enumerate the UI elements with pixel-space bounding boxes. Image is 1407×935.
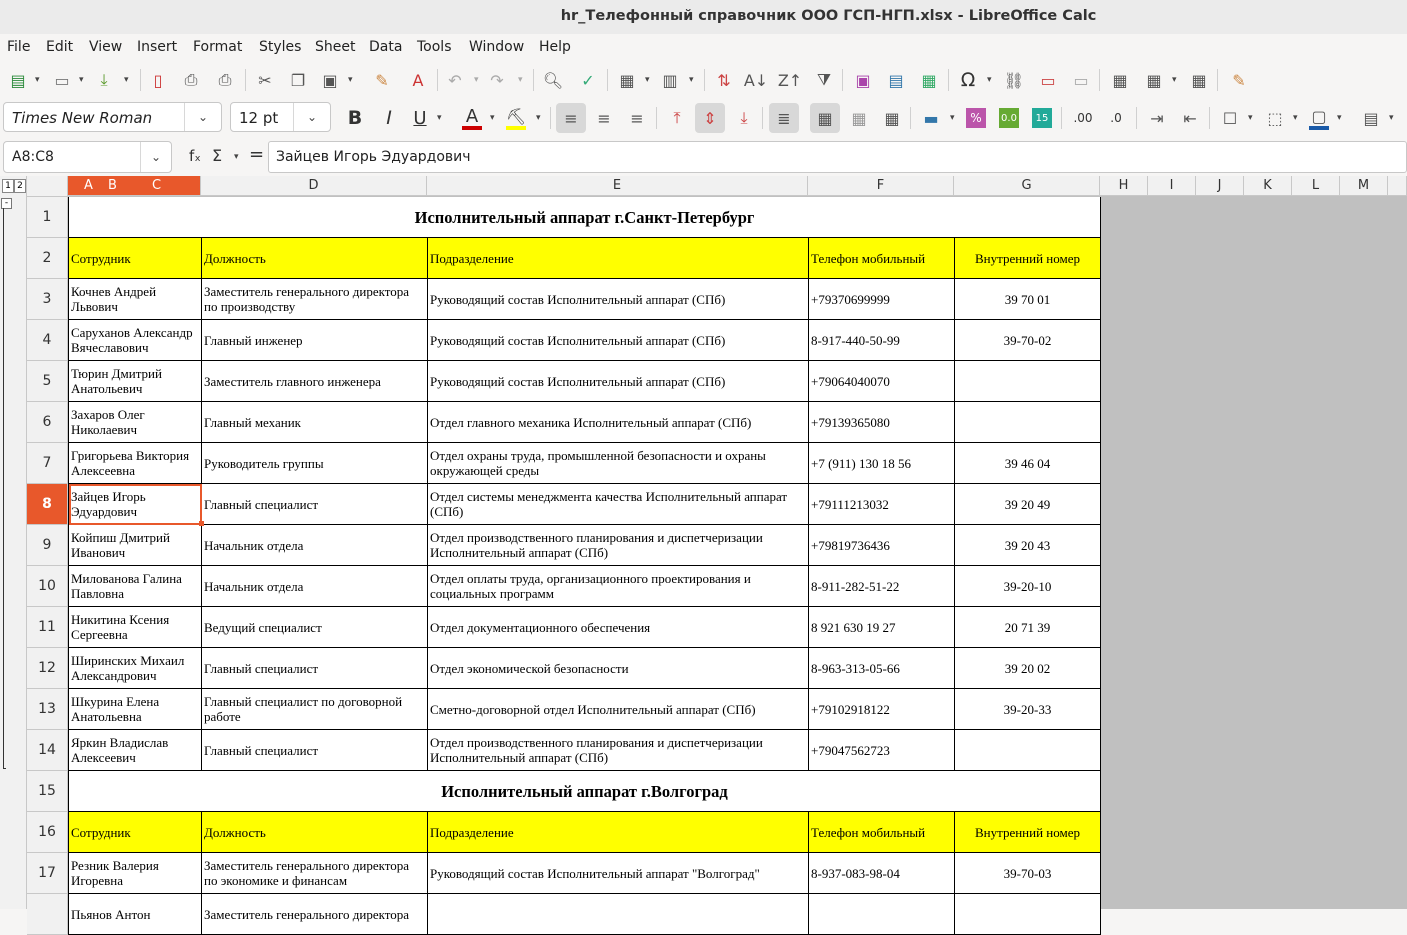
menu-view[interactable]: View — [89, 39, 123, 55]
cell-mobile[interactable]: +79047562723 — [809, 730, 955, 771]
menu-tools[interactable]: Tools — [417, 39, 452, 55]
sort-descending-icon[interactable]: Z↑ — [777, 70, 803, 90]
cell-internal[interactable] — [955, 402, 1101, 443]
cell-mobile[interactable]: 8 921 630 19 27 — [809, 607, 955, 648]
center-vertically-icon[interactable]: ⇕ — [695, 103, 725, 133]
print-icon[interactable]: ⎙ — [184, 70, 198, 89]
find-replace-icon[interactable]: 🔍︎ — [542, 70, 564, 90]
row-header[interactable]: 15 — [27, 771, 68, 812]
section-title[interactable]: Исполнительный аппарат г.Волгоград — [69, 771, 1101, 812]
number-format-icon[interactable]: 0.0 — [999, 108, 1019, 128]
column-header-e[interactable]: E — [427, 176, 808, 196]
cell-position[interactable]: Начальник отдела — [202, 525, 428, 566]
row-header[interactable]: 10 — [27, 566, 68, 607]
cell-name[interactable]: Милованова Галина Павловна — [69, 566, 202, 607]
align-left-icon[interactable]: ≡ — [556, 103, 586, 133]
cell-mobile[interactable]: +79102918122 — [809, 689, 955, 730]
cell-department[interactable]: Отдел производственного планирования и диспетчеризации Исполнительный аппарат (СПб) — [428, 730, 809, 771]
cell-position[interactable]: Начальник отдела — [202, 566, 428, 607]
name-box[interactable] — [3, 141, 172, 173]
active-cell[interactable]: Зайцев Игорь Эдуардович — [69, 484, 202, 525]
cell-internal[interactable]: 39-70-03 — [955, 853, 1101, 894]
wrap-text-icon[interactable]: ≣ — [769, 103, 799, 133]
name-box-value: A8:C8 — [12, 149, 54, 165]
comment-icon[interactable]: ▭ — [1040, 70, 1056, 90]
cell-position[interactable]: Главный специалист — [202, 648, 428, 689]
cell-internal[interactable] — [955, 361, 1101, 402]
cell-mobile[interactable]: 8-917-440-50-99 — [809, 320, 955, 361]
menu-edit[interactable]: Edit — [46, 39, 74, 55]
column-label-name[interactable]: Сотрудник — [69, 812, 202, 853]
cell-mobile[interactable]: +79064040070 — [809, 361, 955, 402]
cell-internal[interactable]: 39 70 01 — [955, 279, 1101, 320]
draw-functions-icon[interactable]: ✎ — [1232, 70, 1246, 90]
cell-name[interactable]: Саруханов Александр Вячеславович — [69, 320, 202, 361]
font-size-value: 12 pt — [239, 109, 279, 127]
cell-name[interactable]: Григорьева Виктория Алексеевна — [69, 443, 202, 484]
cell-department[interactable]: Отдел документационного обеспечения — [428, 607, 809, 648]
undo-icon[interactable]: ↶ — [448, 70, 462, 90]
row-header[interactable]: 12 — [27, 648, 68, 689]
font-name-box[interactable] — [3, 102, 222, 132]
unmerge-cells-icon[interactable]: ▦ — [884, 108, 900, 128]
row-header[interactable]: 17 — [27, 853, 68, 894]
italic-icon[interactable]: I — [386, 107, 392, 129]
menu-insert[interactable]: Insert — [137, 39, 178, 55]
font-name-value: Times New Roman — [12, 109, 153, 127]
cell-department[interactable]: Руководящий состав Исполнительный аппарат (СПб) — [428, 361, 809, 402]
font-color-icon[interactable]: A — [462, 106, 482, 130]
outline-bar — [0, 176, 27, 909]
cell-internal[interactable]: 39-20-33 — [955, 689, 1101, 730]
cell-name[interactable]: Резник Валерия Игоревна — [69, 853, 202, 894]
conditional-format-icon[interactable]: ▤ — [1363, 108, 1379, 128]
formatting-toolbar: Times New Roman ⌄ 12 pt ⌄ B I U ▾ A ▾ ⛏ ▾ ≡ ≡ ≡ ⤒ ⇕ ⤓ ≣ ▦ ▦ ▦ ▬ ▾ % 0.0 15 .00 .0 ⇥ ⇤ ☐ ▾ ⬚ ▾ ▢ ▾ ▤ ▾ — [0, 98, 1407, 138]
cell-name[interactable]: Никитина Ксения Сергеевна — [69, 607, 202, 648]
column-label-mobile[interactable]: Телефон мобильный — [809, 238, 955, 279]
column-label-department[interactable]: Подразделение — [428, 812, 809, 853]
cell-department[interactable]: Отдел оплаты труда, организационного проектирования и социальных программ — [428, 566, 809, 607]
add-decimal-icon[interactable]: .00 — [1073, 111, 1093, 125]
section-title[interactable]: Исполнительный аппарат г.Санкт-Петербург — [69, 197, 1101, 238]
cell-internal[interactable] — [955, 730, 1101, 771]
formula-input[interactable] — [268, 141, 1407, 173]
row-header[interactable]: 6 — [27, 402, 68, 443]
menu-bar — [0, 34, 1407, 62]
row-header[interactable]: 1 — [27, 197, 68, 238]
row-header[interactable]: 8 — [27, 484, 68, 525]
cell-name[interactable]: Ширинских Михаил Александрович — [69, 648, 202, 689]
chevron-down-icon[interactable]: ⌄ — [293, 103, 330, 131]
outline-level-1-button[interactable]: 1 — [2, 179, 14, 193]
row-header[interactable]: 2 — [27, 238, 68, 279]
cell-name[interactable]: Пьянов Антон — [69, 894, 202, 935]
title-bar — [0, 0, 1407, 34]
cell-position[interactable]: Главный механик — [202, 402, 428, 443]
cell-department[interactable]: Руководящий состав Исполнительный аппарат (СПб) — [428, 279, 809, 320]
row-header[interactable]: 11 — [27, 607, 68, 648]
merge-cells-icon[interactable]: ▦ — [851, 108, 867, 128]
cell-mobile[interactable]: +7 (911) 130 18 56 — [809, 443, 955, 484]
cell-position[interactable]: Заместитель генерального директора по экономике и финансам — [202, 853, 428, 894]
pivot-table-icon[interactable]: ▦ — [921, 70, 937, 90]
clear-formatting-icon[interactable]: A — [412, 70, 424, 90]
cell-position[interactable]: Руководитель группы — [202, 443, 428, 484]
cell-internal[interactable]: 39 20 02 — [955, 648, 1101, 689]
cell-name[interactable]: Тюрин Дмитрий Анатольевич — [69, 361, 202, 402]
row-header[interactable]: 5 — [27, 361, 68, 402]
column-label-department[interactable]: Подразделение — [428, 238, 809, 279]
row-icon[interactable]: ▦ — [619, 70, 635, 90]
cell-name[interactable]: Шкурина Елена Анатольевна — [69, 689, 202, 730]
fill-handle[interactable] — [199, 521, 204, 526]
column-label-position[interactable]: Должность — [202, 238, 428, 279]
sort-ascending-icon[interactable]: A↓ — [743, 70, 769, 90]
spreadsheet-grid — [0, 176, 1407, 922]
column-header-abc[interactable]: A B C — [68, 176, 201, 196]
outline-collapse-button[interactable]: - — [1, 198, 12, 209]
row-header[interactable]: 16 — [27, 812, 68, 853]
row-header[interactable]: 4 — [27, 320, 68, 361]
cell-internal[interactable] — [955, 894, 1101, 935]
hyperlink-icon[interactable]: ⛓ — [1003, 70, 1025, 90]
column-icon[interactable]: ▥ — [662, 70, 678, 90]
export-pdf-icon[interactable]: ▯ — [153, 70, 163, 90]
column-label-name[interactable]: Сотрудник — [69, 238, 202, 279]
row-header[interactable]: 7 — [27, 443, 68, 484]
menu-format[interactable]: Format — [193, 39, 243, 55]
menu-data[interactable]: Data — [369, 39, 403, 55]
standard-toolbar: ▤ ▾ ▭ ▾ ⤓ ▾ ▯ ⎙ ⎙ ✂ ❐ ▣ ▾ ✎ A ↶ ▾ ↷ ▾ 🔍︎ ✓ ▦ ▾ ▥ ▾ ⇅ A↓ Z↑ ⧩ ▣ ▤ ▦ Ω ▾ ⛓ ▭ ▭ ▦ ▦ ▾ ▦ ✎ — [0, 62, 1407, 98]
split-window-icon[interactable]: ▦ — [1191, 70, 1207, 90]
menu-help[interactable]: Help — [539, 39, 571, 55]
column-header-l[interactable]: L — [1292, 176, 1340, 196]
function-wizard-icon[interactable]: fₓ — [189, 147, 201, 165]
cell-mobile[interactable] — [809, 894, 955, 935]
new-icon[interactable]: ▤ — [10, 70, 26, 90]
insert-chart-icon[interactable]: ▤ — [888, 70, 904, 90]
window-title: hr_Телефонный справочник ООО ГСП-НГП.xlsx - LibreOffice Calc — [560, 8, 1097, 24]
formula-input-value: Зайцев Игорь Эдуардович — [276, 149, 471, 165]
cell-position[interactable]: Главный специалист — [202, 484, 428, 525]
align-top-icon[interactable]: ⤒ — [673, 108, 681, 127]
column-header-g[interactable]: G — [954, 176, 1100, 196]
align-bottom-icon[interactable]: ⤓ — [740, 108, 748, 127]
cell-position[interactable]: Заместитель генерального директора — [202, 894, 428, 935]
column-label-mobile[interactable]: Телефон мобильный — [809, 812, 955, 853]
select-all-corner[interactable] — [27, 176, 68, 197]
insert-image-icon[interactable]: ▣ — [855, 70, 871, 90]
cell-name[interactable]: Захаров Олег Николаевич — [69, 402, 202, 443]
redo-icon[interactable]: ↷ — [490, 70, 504, 90]
column-label-internal[interactable]: Внутренний номер — [955, 812, 1101, 853]
highlight-color-icon[interactable]: ⛏ — [506, 106, 526, 130]
align-right-icon[interactable]: ≡ — [630, 108, 644, 128]
cell-internal[interactable]: 39-70-02 — [955, 320, 1101, 361]
menu-window[interactable]: Window — [469, 39, 525, 55]
currency-format-icon[interactable]: ▬ — [923, 108, 939, 128]
cell-internal[interactable]: 20 71 39 — [955, 607, 1101, 648]
outline-level-2-button[interactable]: 2 — [14, 179, 26, 193]
border-style-icon[interactable]: ⬚ — [1267, 108, 1283, 128]
define-print-area-icon[interactable]: ▦ — [1112, 70, 1128, 90]
cell-department[interactable]: Руководящий состав Исполнительный аппарат (СПб) — [428, 320, 809, 361]
spelling-icon[interactable]: ✓ — [581, 70, 595, 90]
column-header-i[interactable]: I — [1148, 176, 1196, 196]
header-footer-icon[interactable]: ▭ — [1073, 70, 1089, 90]
delete-decimal-icon[interactable]: .0 — [1110, 111, 1122, 125]
cell-position[interactable]: Заместитель генерального директора по производству — [202, 279, 428, 320]
column-label-position[interactable]: Должность — [202, 812, 428, 853]
freeze-rows-columns-icon[interactable]: ▦ — [1146, 70, 1162, 90]
cell-internal[interactable]: 39 46 04 — [955, 443, 1101, 484]
cell-position[interactable]: Ведущий специалист — [202, 607, 428, 648]
merge-center-icon[interactable]: ▦ — [810, 103, 840, 133]
cell-department[interactable]: Сметно-договорной отдел Исполнительный аппарат (СПб) — [428, 689, 809, 730]
column-header-n[interactable] — [1388, 176, 1407, 196]
column-header-j[interactable]: J — [1196, 176, 1244, 196]
clone-formatting-icon[interactable]: ✎ — [375, 70, 389, 90]
bold-icon[interactable]: B — [347, 107, 363, 129]
cell-internal[interactable]: 39 20 49 — [955, 484, 1101, 525]
cell-department[interactable]: Отдел охраны труда, промышленной безопасности и охраны окружающей среды — [428, 443, 809, 484]
open-icon[interactable]: ▭ — [54, 70, 70, 90]
copy-icon[interactable]: ❐ — [290, 70, 306, 90]
cell-name[interactable]: Яркин Владислав Алексеевич — [69, 730, 202, 771]
font-size-box[interactable] — [230, 102, 331, 132]
cell-department[interactable]: Отдел системы менеджмента качества Исполнительный аппарат (СПб) — [428, 484, 809, 525]
cell-mobile[interactable]: +79370699999 — [809, 279, 955, 320]
sheet-cells — [68, 197, 1100, 935]
cell-department[interactable] — [428, 894, 809, 935]
cell-mobile[interactable]: 8-911-282-51-22 — [809, 566, 955, 607]
column-header-m[interactable]: M — [1340, 176, 1388, 196]
sort-icon[interactable]: ⇅ — [717, 70, 731, 90]
row-header[interactable]: 13 — [27, 689, 68, 730]
column-header-h[interactable]: H — [1100, 176, 1148, 196]
cell-mobile[interactable]: +79111213032 — [809, 484, 955, 525]
underline-icon[interactable]: U — [413, 107, 427, 129]
border-color-icon[interactable]: ▢ — [1309, 106, 1329, 130]
cell-mobile[interactable]: +79139365080 — [809, 402, 955, 443]
cell-department[interactable]: Отдел экономической безопасности — [428, 648, 809, 689]
row-header[interactable] — [27, 894, 68, 935]
menu-file[interactable]: File — [7, 39, 31, 55]
cell-department[interactable]: Руководящий состав Исполнительный аппарат "Волгоград" — [428, 853, 809, 894]
menu-sheet[interactable]: Sheet — [315, 39, 356, 55]
increase-indent-icon[interactable]: ⇥ — [1150, 108, 1164, 128]
column-header-d[interactable]: D — [201, 176, 427, 196]
cell-internal[interactable]: 39 20 43 — [955, 525, 1101, 566]
formula-bar: A8:C8 ⌄ fₓ Σ ▾ = Зайцев Игорь Эдуардович — [0, 138, 1407, 176]
chevron-down-icon[interactable]: ⌄ — [140, 142, 171, 172]
cell-name[interactable]: Кочнев Андрей Львович — [69, 279, 202, 320]
cell-department[interactable]: Отдел главного механика Исполнительный аппарат (СПб) — [428, 402, 809, 443]
cell-mobile[interactable]: 8-937-083-98-04 — [809, 853, 955, 894]
column-label-internal[interactable]: Внутренний номер — [955, 238, 1101, 279]
borders-icon[interactable]: ☐ — [1222, 108, 1238, 128]
menu-styles[interactable]: Styles — [259, 39, 302, 55]
outline-line — [3, 208, 4, 769]
cell-name[interactable]: Койпиш Дмитрий Иванович — [69, 525, 202, 566]
cell-position[interactable]: Главный специалист — [202, 730, 428, 771]
cell-position[interactable]: Заместитель главного инженера — [202, 361, 428, 402]
cut-icon[interactable]: ✂ — [258, 70, 272, 90]
chevron-down-icon[interactable]: ⌄ — [184, 103, 221, 131]
cell-mobile[interactable]: 8-963-313-05-66 — [809, 648, 955, 689]
percent-format-icon[interactable]: % — [966, 108, 986, 128]
formula-icon[interactable]: = — [249, 144, 265, 165]
column-header-k[interactable]: K — [1244, 176, 1292, 196]
cell-position[interactable]: Главный инженер — [202, 320, 428, 361]
print-preview-icon[interactable]: ⎙ — [218, 70, 232, 89]
date-format-icon[interactable]: 15 — [1032, 108, 1052, 128]
decrease-indent-icon[interactable]: ⇤ — [1183, 108, 1197, 128]
cell-internal[interactable]: 39-20-10 — [955, 566, 1101, 607]
special-character-icon[interactable]: Ω — [960, 69, 976, 91]
column-header-f[interactable]: F — [808, 176, 954, 196]
align-center-icon[interactable]: ≡ — [597, 108, 611, 128]
cell-position[interactable]: Главный специалист по договорной работе — [202, 689, 428, 730]
sum-icon[interactable]: Σ — [212, 146, 223, 165]
paste-icon[interactable]: ▣ — [322, 70, 338, 90]
cell-department[interactable]: Отдел производственного планирования и диспетчеризации Исполнительный аппарат (СПб) — [428, 525, 809, 566]
row-header[interactable]: 14 — [27, 730, 68, 771]
row-header[interactable]: 9 — [27, 525, 68, 566]
autofilter-icon[interactable]: ⧩ — [816, 70, 832, 89]
row-header[interactable]: 3 — [27, 279, 68, 320]
save-icon[interactable]: ⤓ — [100, 70, 108, 89]
cell-mobile[interactable]: +79819736436 — [809, 525, 955, 566]
